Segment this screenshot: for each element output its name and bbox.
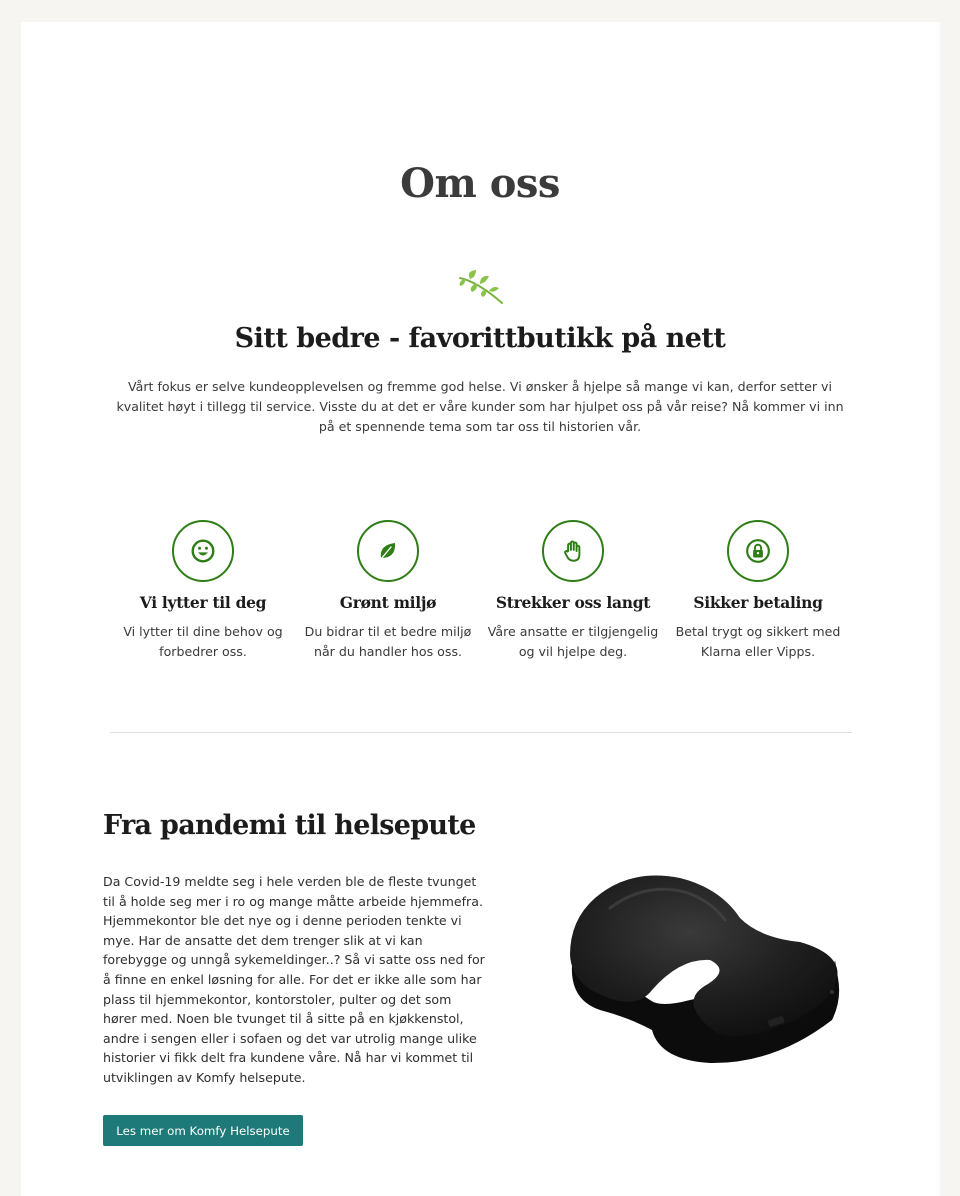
feature-title: Strekker oss langt [495,593,651,612]
feature-text: Betal trygt og sikkert med Klarna eller Vipps. [675,624,841,659]
feature-title: Grønt miljø [339,593,437,612]
intro-text: Vårt fokus er selve kundeopplevelsen og fremme god helse. Vi ønsker å hjelpe så mange vi kan, derfor setter vi kvalitet høyt i tillegg til service. Visste du at det er våre kunder som har hjulpet oss på vår reise? Nå kommer vi inn på et spennende tema som tar oss til historien vår. [116,379,844,434]
read-more-button[interactable]: Les mer om Komfy Helsepute [103,1115,303,1146]
feature-text: Vi lytter til dine behov og forbedrer oss. [123,624,283,659]
feature-title: Vi lytter til deg [139,593,267,612]
hand-icon [542,520,604,582]
feature-effort [480,520,666,662]
page-title: Om oss [400,160,560,207]
leaf-icon [357,520,419,582]
feature-text: Våre ansatte er tilgjengelig og vil hjelpe deg. [487,624,659,659]
leaf-branch-icon [456,266,506,306]
lock-icon [727,520,789,582]
feature-environment [295,520,481,662]
feature-text: Du bidrar til et bedre miljø når du handler hos oss. [304,624,472,659]
feature-listen [110,520,296,662]
subtitle: Sitt bedre - favorittbutikk på nett [234,323,726,354]
seat-cushion-image [560,860,850,1075]
section-divider [110,732,852,733]
story-title: Fra pandemi til helsepute [103,810,476,841]
smiley-icon [172,520,234,582]
story-text: Da Covid-19 meldte seg i hele verden ble de fleste tvunget til å holde seg mer i ro og mange måtte arbeide hjemmefra. Hjemmekontor ble det nye og i denne perioden tenkte vi mye. Har de ansatte det dem trenger slik at vi kan forebygge og unngå sykemeldinger..? Så vi satte oss ned for å finne en enkel løsning for alle. For det er ikke alle som har plass til hjemmekontor, kontorstoler, pulter og det som hører med. Noen ble tvunget til å sitte på en kjøkkenstol, andre i sengen eller i sofaen og det var utrolig mange ulike historier vi fikk delt fra kundene våre. Nå har vi kommet til utviklingen av Komfy helsepute. [103,874,485,1085]
feature-title: Sikker betaling [693,593,823,612]
feature-payment [665,520,851,662]
